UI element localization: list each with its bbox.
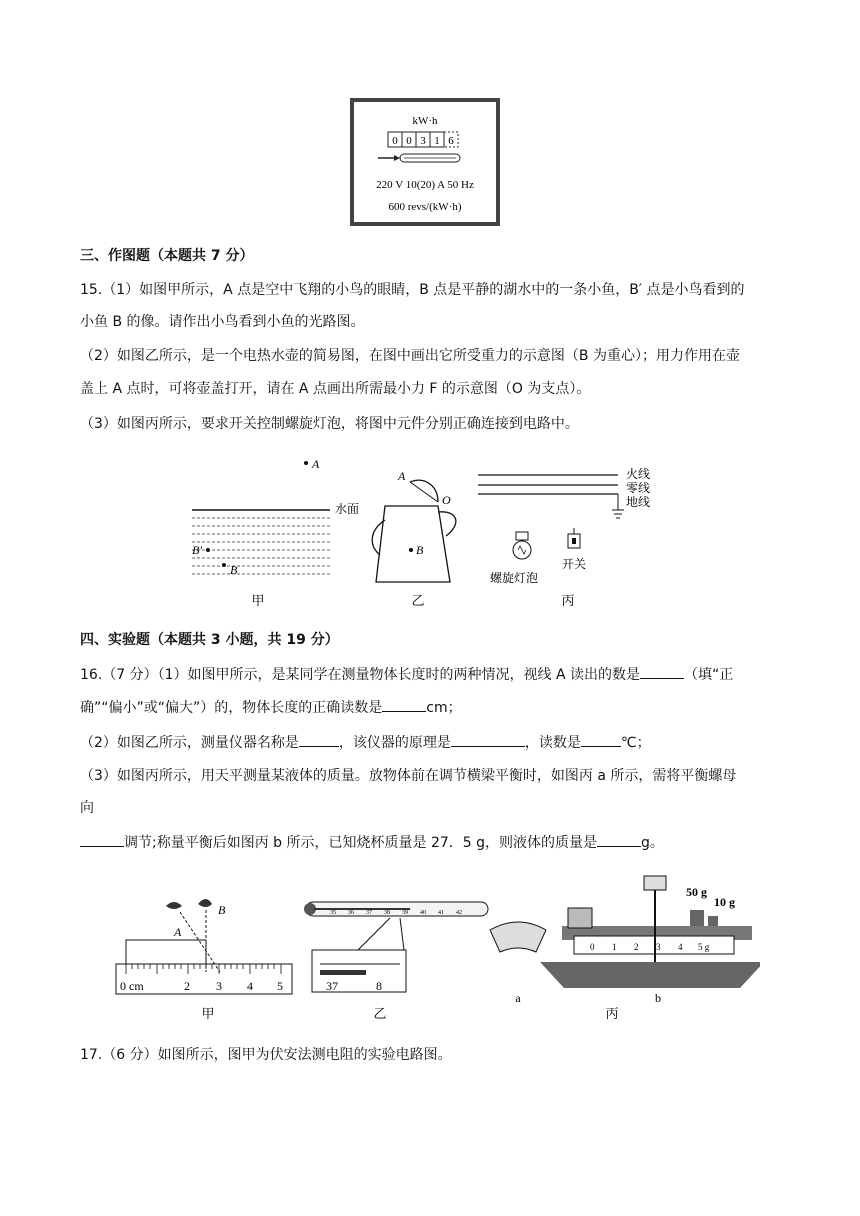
q16-text xyxy=(80,732,651,753)
beam-tick-label: 5 g xyxy=(698,942,710,952)
point-b-prime-dot xyxy=(206,548,210,552)
q15-text: 小鱼 B 的像。请作出小鸟看到小鱼的光路图。 xyxy=(80,314,365,330)
figure-15-bing-label: 丙 xyxy=(561,593,575,608)
q15-text: （3）如图丙所示，要求开关控制螺旋灯泡，将图中元件分别正确连接到电路中。 xyxy=(80,416,579,432)
point-b-label: B xyxy=(230,563,238,577)
meter-digit: 0 xyxy=(392,135,398,147)
answer-blank[interactable] xyxy=(382,697,426,712)
figure-15-yi xyxy=(372,469,456,582)
ruler-tick-label: 3 xyxy=(216,979,222,993)
answer-blank[interactable] xyxy=(80,832,124,847)
q17-text: 17.（6 分）如图所示，图甲为伏安法测电阻的实验电路图。 xyxy=(80,1047,452,1063)
beam-tick-label: 0 xyxy=(590,942,595,952)
switch-label: 开关 xyxy=(562,557,587,571)
q16-text: ，该仪器的原理是 xyxy=(338,735,451,751)
thermometer-scale: 38 xyxy=(384,910,390,916)
beam-tick-label: 3 xyxy=(656,942,661,952)
beam-tick-label: 2 xyxy=(634,942,639,952)
weight-label: 50 g xyxy=(686,885,707,899)
q15-text: 盖上 A 点时，可将壶盖打开，请在 A 点画出所需最小力 F 的示意图（O 为支点）。 xyxy=(80,381,591,397)
point-a-label: A xyxy=(174,925,182,939)
ruler-tick-label: 2 xyxy=(184,979,190,993)
figure-15-jia xyxy=(192,457,359,577)
q16-text: ，读数是 xyxy=(524,735,581,751)
section4-heading: 四、实验题（本题共 3 小题，共 19 分） xyxy=(80,632,339,648)
bulb-socket xyxy=(516,532,528,540)
neutral-wire-label: 零线 xyxy=(626,481,651,495)
meter-digit: 0 xyxy=(406,135,412,147)
thermometer-scale: 36 xyxy=(348,910,354,916)
meter-rating: 220 V 10(20) A 50 Hz xyxy=(376,179,474,191)
answer-blank[interactable] xyxy=(581,732,621,747)
answer-blank[interactable] xyxy=(451,732,525,747)
point-o-label: O xyxy=(442,493,451,507)
zoom-tick-label: 37 xyxy=(326,979,338,993)
figure-15-yi-label: 乙 xyxy=(411,593,425,608)
balance-base xyxy=(540,962,760,988)
figure-15-bing xyxy=(478,466,650,585)
point-a-label: A xyxy=(312,457,320,471)
live-wire-label: 火线 xyxy=(626,467,651,481)
point-a-dot xyxy=(304,461,308,465)
ruler-ticks xyxy=(126,964,281,974)
zoom-line xyxy=(400,918,404,950)
q15-text: 15.（1）如图甲所示，A 点是空中飞翔的小鸟的眼睛，B 点是平静的湖水中的一条小鱼，B′ 点是小鸟看到的 xyxy=(80,282,745,298)
zoom-tick-label: 8 xyxy=(376,979,382,993)
water-hatching xyxy=(192,518,330,574)
figure-16-jia-label: 甲 xyxy=(201,1006,215,1021)
figure-16-bing-label: 丙 xyxy=(605,1006,619,1021)
ruler-tick-label: 0 cm xyxy=(120,979,144,993)
q16-text xyxy=(80,664,733,685)
section3-heading: 三、作图题（本题共 7 分） xyxy=(80,248,254,264)
q16-text xyxy=(80,697,462,718)
meter-face xyxy=(354,102,496,222)
weight-10g xyxy=(708,916,718,926)
figure-16 xyxy=(100,866,760,1026)
point-b-label: B xyxy=(218,903,226,917)
ground-wire-label: 地线 xyxy=(626,495,651,509)
figure-16-yi xyxy=(304,902,488,993)
q15-text: （2）如图乙所示，是一个电热水壶的简易图，在图中画出它所受重力的示意图（B 为重心）；用力作用在壶 xyxy=(80,348,740,364)
q16-text: 向 xyxy=(80,800,94,816)
meter-unit: kW·h xyxy=(412,115,438,127)
weight-label: 10 g xyxy=(714,895,735,909)
q16-text: 16.（7 分）（1）如图甲所示，是某同学在测量物体长度时的两种情况，视线 A 读出的数是 xyxy=(80,667,641,683)
point-a-label: A xyxy=(398,469,406,483)
sight-line-a xyxy=(180,912,220,972)
q16-text: （3）如图丙所示，用天平测量某液体的质量。放物体前在调节横梁平衡时，如图丙 a 所示，需将平衡螺母 xyxy=(80,768,737,784)
q16-text: （填“正 xyxy=(684,667,734,683)
meter-digit: 1 xyxy=(434,135,440,147)
bulb-label: 螺旋灯泡 xyxy=(490,571,539,585)
ruler-tick-label: 5 xyxy=(277,979,283,993)
q16-text: cm； xyxy=(426,700,462,716)
electric-meter xyxy=(350,98,500,226)
meter-revs: 600 revs/(kW·h) xyxy=(388,201,462,213)
bulb-filament xyxy=(518,546,526,554)
meter-digit: 3 xyxy=(420,135,426,147)
point-b-dot xyxy=(222,563,226,567)
figure-15 xyxy=(180,450,680,615)
thermometer-scale: 42 xyxy=(456,910,462,916)
figure-16-bing-sub-b: b xyxy=(655,991,661,1005)
figure-15-jia-label: 甲 xyxy=(251,593,265,608)
point-b-label: B xyxy=(416,543,424,557)
zoom-mercury xyxy=(320,970,366,975)
q16-text xyxy=(80,832,664,853)
kettle-lid-chord xyxy=(410,482,438,502)
ruler-tick-label: 4 xyxy=(247,979,253,993)
balance-dial-a xyxy=(490,922,546,952)
beam-tick-label: 1 xyxy=(612,942,617,952)
q16-text: 调节;称量平衡后如图丙 b 所示，已知烧杯质量是 27．5 g，则液体的质量是 xyxy=(124,835,598,851)
switch-lever xyxy=(572,538,576,544)
meter-arrow-head xyxy=(394,155,400,161)
figure-16-yi-label: 乙 xyxy=(373,1006,387,1021)
water-surface-label: 水面 xyxy=(335,502,360,516)
q16-text: ℃； xyxy=(620,735,651,751)
zoom-line xyxy=(358,918,390,950)
point-b-prime-label: B′ xyxy=(192,543,202,557)
answer-blank[interactable] xyxy=(299,732,339,747)
thermometer-scale: 41 xyxy=(438,910,444,916)
figure-16-jia xyxy=(116,899,292,994)
q16-text: g。 xyxy=(641,835,664,851)
q16-text: （2）如图乙所示，测量仪器名称是 xyxy=(80,735,299,751)
measured-block xyxy=(126,940,206,964)
eye-b-icon xyxy=(198,899,212,907)
eye-a-icon xyxy=(166,902,182,909)
balance-pointer-dial xyxy=(644,876,666,890)
weight-50g xyxy=(690,910,704,926)
thermometer-scale: 39 xyxy=(402,910,408,916)
kettle-body xyxy=(376,506,450,582)
thermometer-scale: 35 xyxy=(330,910,336,916)
answer-blank[interactable] xyxy=(597,832,641,847)
figure-16-bing-sub-a: a xyxy=(515,991,521,1005)
figure-16-bing xyxy=(490,876,760,1005)
q16-text: 确”“偏小”或“偏大”）的，物体长度的正确读数是 xyxy=(80,700,383,716)
thermometer-scale: 37 xyxy=(366,910,372,916)
answer-blank[interactable] xyxy=(640,664,684,679)
beaker xyxy=(568,908,592,928)
meter-digit: 6 xyxy=(448,135,454,147)
thermometer-scale: 40 xyxy=(420,910,426,916)
point-b-dot xyxy=(409,548,413,552)
beam-tick-label: 4 xyxy=(678,942,683,952)
